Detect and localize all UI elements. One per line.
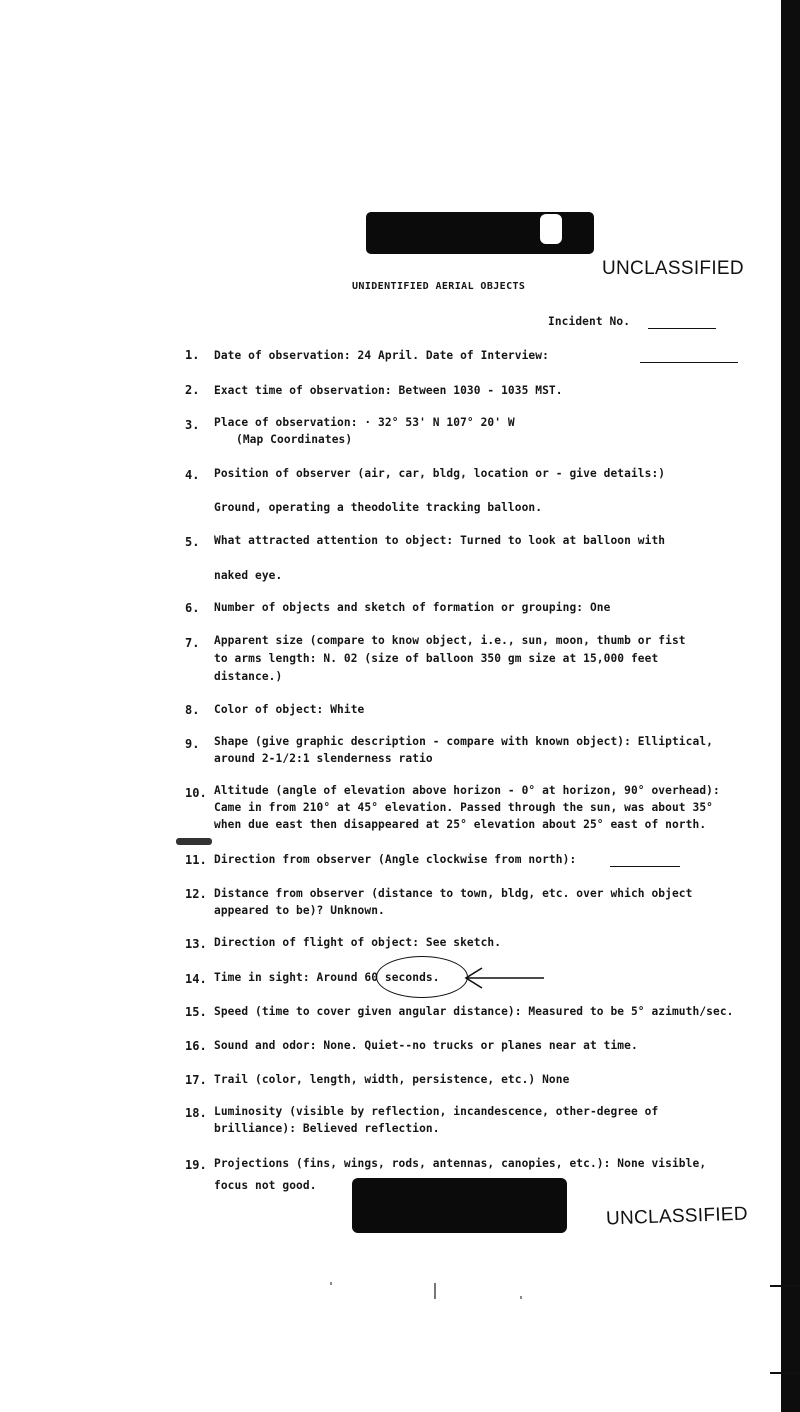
- unclassified-stamp-top: UNCLASSIFIED: [602, 258, 744, 279]
- item-text-line: Ground, operating a theodolite tracking balloon.: [214, 501, 543, 514]
- item-number: 3.: [185, 418, 200, 432]
- item-text-line: Projections (fins, wings, rods, antennas, canopies, etc.): None visible,: [214, 1157, 707, 1170]
- redaction-gap: [540, 214, 562, 244]
- item-number: 2.: [185, 383, 200, 397]
- item-text-line: Position of observer (air, car, bldg, location or - give details:): [214, 467, 666, 480]
- item-number: 18.: [185, 1106, 207, 1120]
- item-text-line: Shape (give graphic description - compare with known object): Elliptical,: [214, 735, 713, 748]
- item-text-line: Speed (time to cover given angular distance): Measured to be 5° azimuth/sec.: [214, 1005, 734, 1018]
- direction-blank: [610, 866, 680, 867]
- item-number: 14.: [185, 972, 207, 986]
- item-text-line: What attracted attention to object: Turned to look at balloon with: [214, 534, 666, 547]
- item-text-line: naked eye.: [214, 569, 283, 582]
- item-number: 10.: [185, 786, 207, 800]
- item-number: 13.: [185, 937, 207, 951]
- item-text-line: Time in sight: Around 60 seconds.: [214, 971, 440, 984]
- item-number: 11.: [185, 853, 207, 867]
- incident-number-blank: [648, 328, 716, 329]
- item-number: 4.: [185, 468, 200, 482]
- hand-drawn-arrow-icon: [462, 966, 546, 990]
- item-text-line: Sound and odor: None. Quiet--no trucks or planes near at time.: [214, 1039, 638, 1052]
- item-text-line: Exact time of observation: Between 1030 - 1035 MST.: [214, 384, 563, 397]
- scan-edge-border: [781, 0, 800, 1412]
- item-number: 5.: [185, 535, 200, 549]
- item-text-line: appeared to be)? Unknown.: [214, 904, 385, 917]
- redaction-block-bottom: [352, 1178, 567, 1233]
- item-text-line: Place of observation: · 32° 53' N 107° 20' W: [214, 416, 515, 429]
- item-text-line: Altitude (angle of elevation above horizon - 0° at horizon, 90° overhead):: [214, 784, 720, 797]
- item-text-line: Came in from 210° at 45° elevation. Passed through the sun, was about 35°: [214, 801, 713, 814]
- item-number: 8.: [185, 703, 200, 717]
- scan-speck: [520, 1296, 522, 1299]
- interview-date-blank: [640, 362, 738, 363]
- item-text-line: Direction from observer (Angle clockwise from north):: [214, 853, 577, 866]
- item-number: 17.: [185, 1073, 207, 1087]
- item-text-line: around 2-1/2:1 slenderness ratio: [214, 752, 433, 765]
- item-text-line: Apparent size (compare to know object, i.e., sun, moon, thumb or fist: [214, 634, 686, 647]
- scan-speck: [434, 1283, 436, 1299]
- item-text-line: when due east then disappeared at 25° elevation about 25° east of north.: [214, 818, 707, 831]
- item-number: 6.: [185, 601, 200, 615]
- item-text-line: (Map Coordinates): [236, 433, 353, 446]
- item-number: 7.: [185, 636, 200, 650]
- scan-edge-mark: [770, 1372, 800, 1374]
- hand-drawn-circle: [376, 956, 468, 998]
- item-text-line: brilliance): Believed reflection.: [214, 1122, 440, 1135]
- unclassified-stamp-bottom: UNCLASSIFIED: [605, 1203, 749, 1230]
- item-number: 1.: [185, 348, 200, 362]
- item-text-line: Distance from observer (distance to town, bldg, etc. over which object: [214, 887, 693, 900]
- item-number: 16.: [185, 1039, 207, 1053]
- item-number: 15.: [185, 1005, 207, 1019]
- item-text-line: Color of object: White: [214, 703, 365, 716]
- item-text-line: Luminosity (visible by reflection, incandescence, other-degree of: [214, 1105, 659, 1118]
- item-text-line: distance.): [214, 670, 283, 683]
- incident-number-label: Incident No.: [548, 315, 631, 328]
- item-text-line: Trail (color, length, width, persistence, etc.) None: [214, 1073, 570, 1086]
- item-text-line: to arms length: N. 02 (size of balloon 350 gm size at 15,000 feet: [214, 652, 659, 665]
- item-text-line: focus not good.: [214, 1179, 317, 1192]
- item-number: 19.: [185, 1158, 207, 1172]
- item-text-line: Number of objects and sketch of formation or grouping: One: [214, 601, 611, 614]
- scan-speck: [330, 1282, 332, 1285]
- form-title: UNIDENTIFIED AERIAL OBJECTS: [352, 281, 526, 292]
- item-text-line: Date of observation: 24 April. Date of Interview:: [214, 349, 549, 362]
- scan-edge-mark: [770, 1285, 800, 1287]
- item-number: 12.: [185, 887, 207, 901]
- margin-smudge: [176, 838, 212, 845]
- item-number: 9.: [185, 737, 200, 751]
- item-text-line: Direction of flight of object: See sketch.: [214, 936, 502, 949]
